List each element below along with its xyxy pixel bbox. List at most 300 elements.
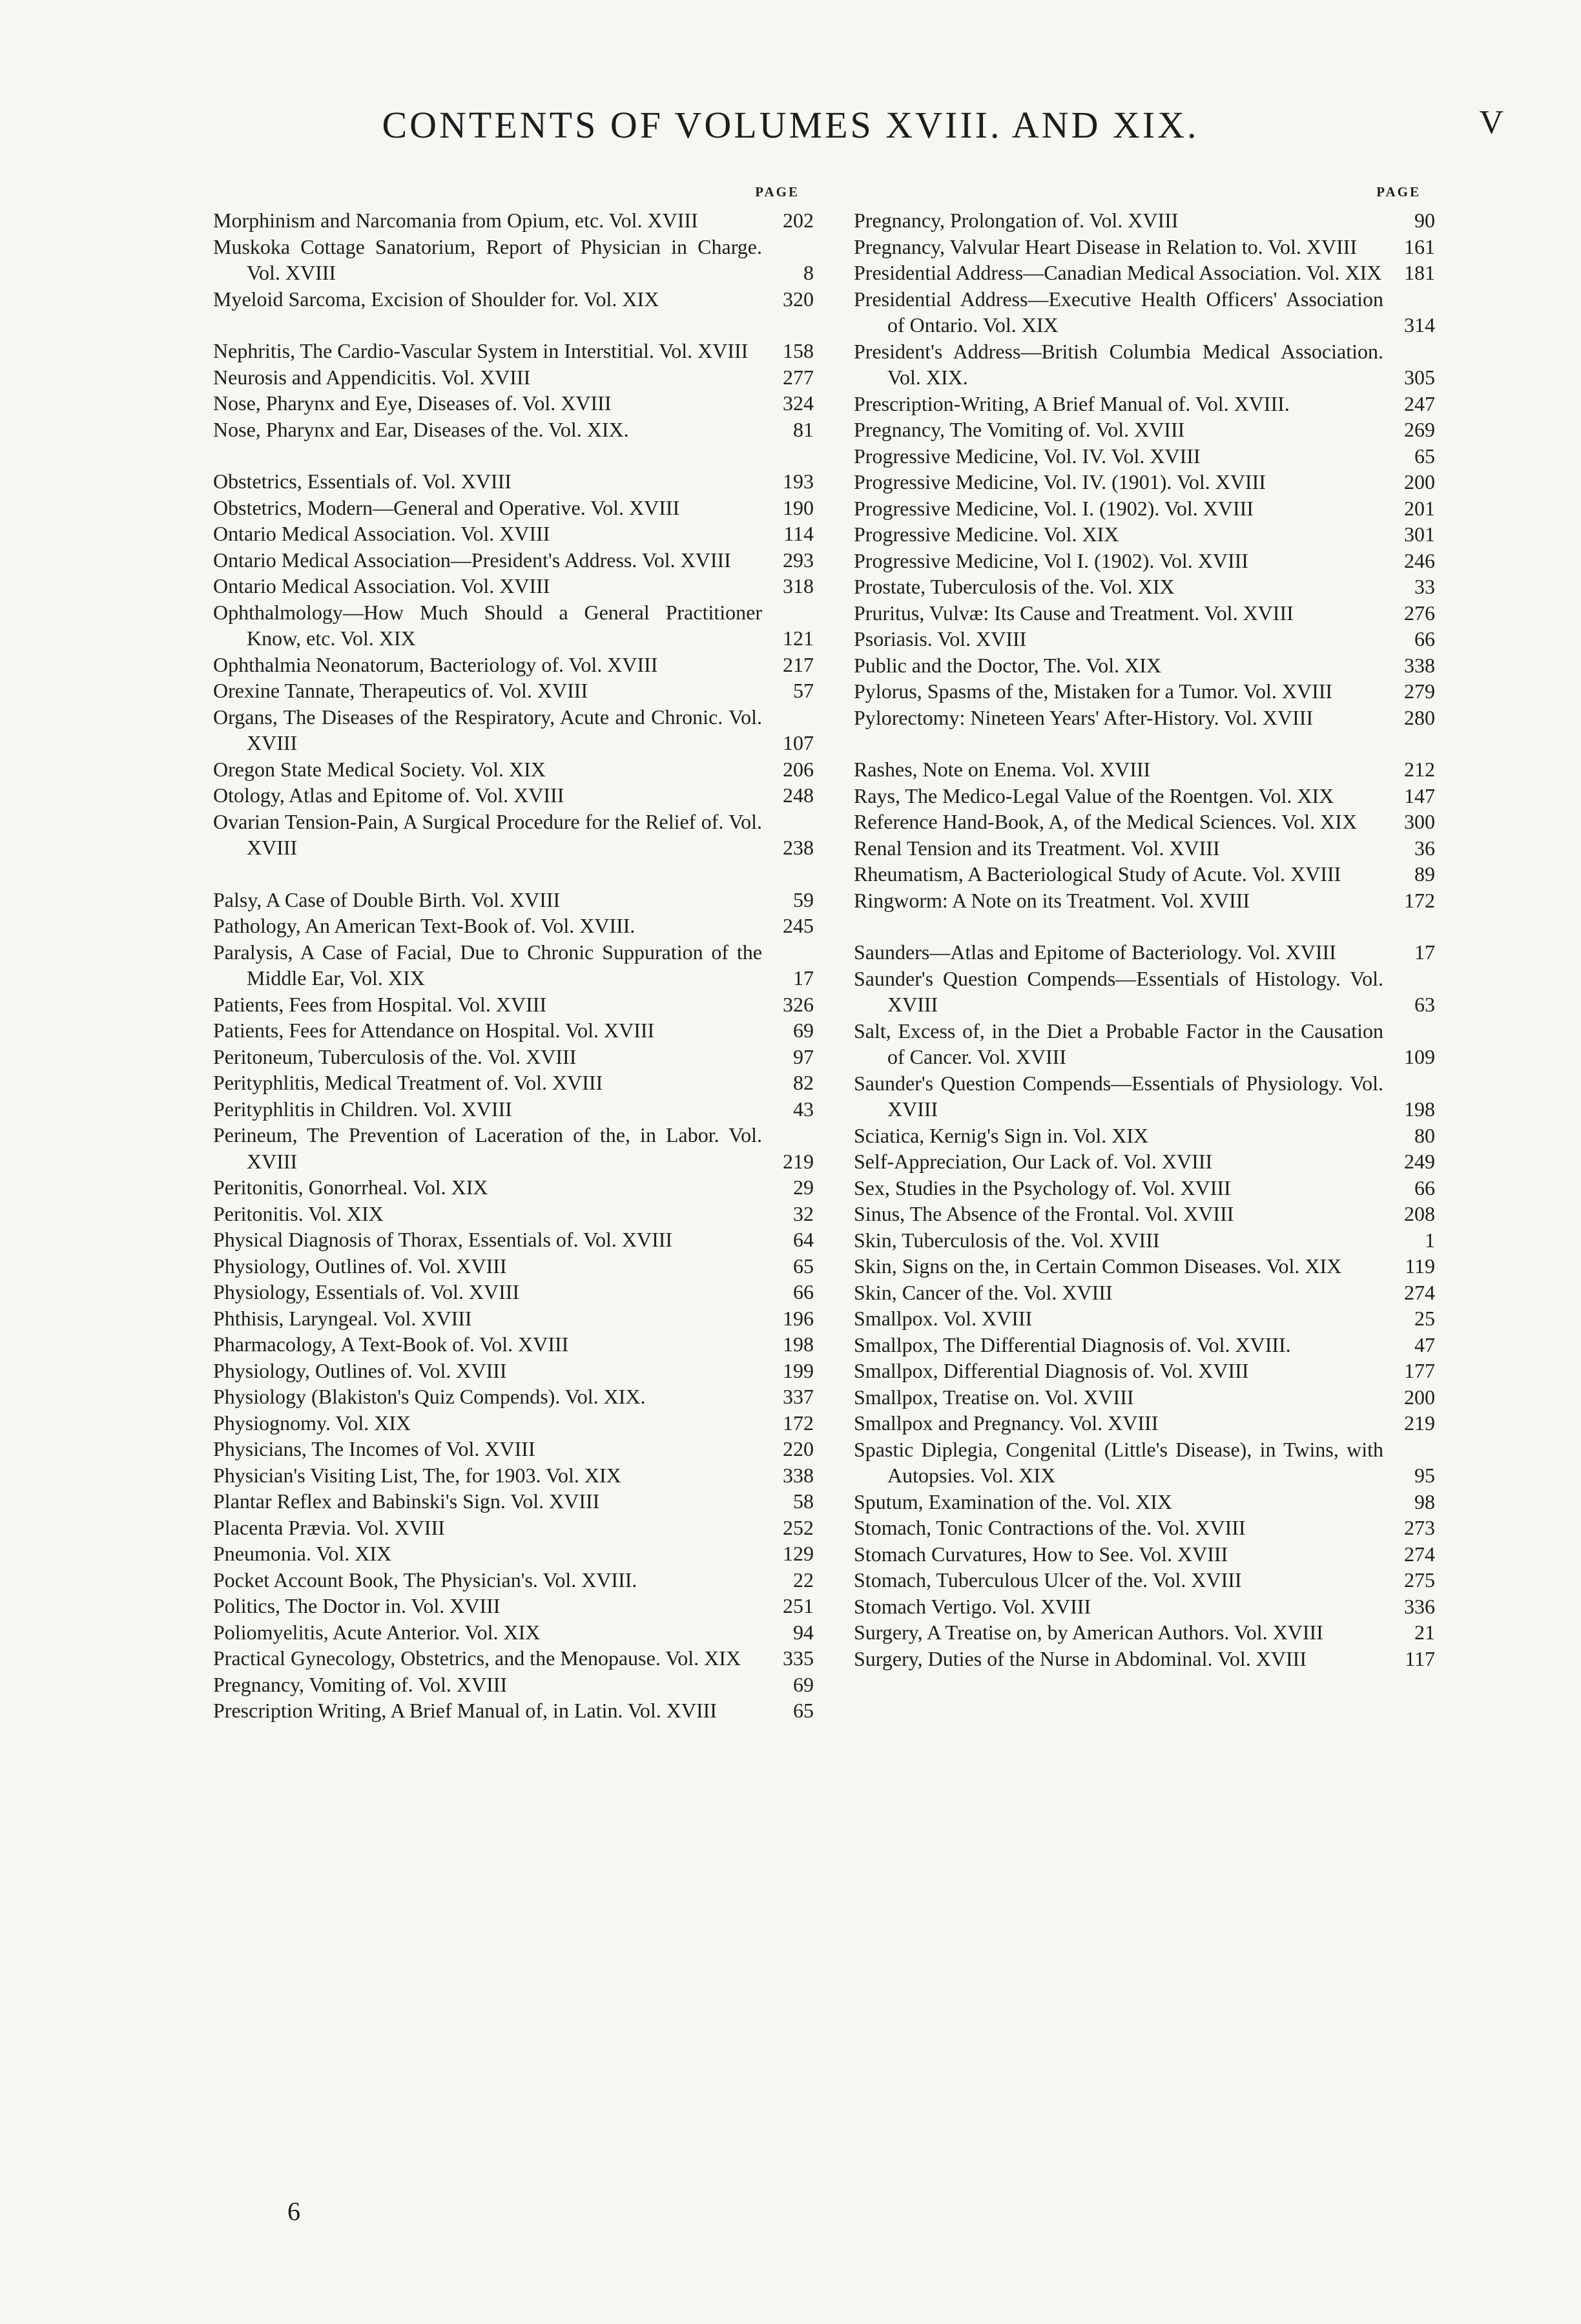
entry-page-number: 129: [783, 1542, 814, 1565]
entry-title: Ontario Medical Association. Vol. XVIII: [213, 522, 550, 545]
entry-page-number: 82: [793, 1071, 814, 1094]
index-entry: [854, 1175, 1435, 1201]
index-entry: [213, 1096, 814, 1123]
index-entry: [854, 391, 1435, 417]
entry-title: Peritonitis. Vol. XIX: [213, 1201, 384, 1225]
entry-page-number: 217: [783, 652, 814, 676]
entry-title: Pregnancy, Valvular Heart Disease in Relation to. Vol. XVIII: [854, 234, 1358, 258]
entry-title: Rashes, Note on Enema. Vol. XVIII: [854, 758, 1151, 781]
entry-page-number: 33: [1414, 575, 1435, 598]
entry-title: Myeloid Sarcoma, Excision of Shoulder for. Vol. XIX: [213, 287, 659, 311]
entry-title: Saunder's Question Compends—Essentials of Physiology. Vol. XVIII: [854, 1071, 1383, 1121]
entry-title: Sex, Studies in the Psychology of. Vol. XVIII: [854, 1176, 1231, 1199]
entry-page-number: 305: [1404, 366, 1435, 389]
entry-title: Pharmacology, A Text-Book of. Vol. XVIII: [213, 1333, 569, 1356]
index-entry: [213, 1488, 814, 1515]
entry-page-number: 198: [1404, 1097, 1435, 1121]
entry-title: Spastic Diplegia, Congenital (Little's Disease), in Twins, with Autopsies. Vol. XIX: [854, 1437, 1383, 1487]
entry-title: Nose, Pharynx and Eye, Diseases of. Vol. XVIII: [213, 391, 612, 415]
index-entry: [213, 1017, 814, 1044]
entry-title: Sinus, The Absence of the Frontal. Vol. XVIII: [854, 1202, 1234, 1225]
entry-page-number: 66: [1414, 1176, 1435, 1199]
entry-title: Rheumatism, A Bacteriological Study of Acute. Vol. XVIII: [854, 862, 1341, 886]
entry-title: Perityphlitis in Children. Vol. XVIII: [213, 1097, 512, 1121]
entry-page-number: 95: [1414, 1464, 1435, 1487]
index-entry: [854, 1358, 1435, 1384]
entry-title: Pathology, An American Text-Book of. Vol. XVIII.: [213, 914, 636, 937]
entry-title: Ontario Medical Association—President's Address. Vol. XVIII: [213, 548, 731, 572]
entry-page-number: 80: [1414, 1123, 1435, 1147]
entry-page-number: 21: [1414, 1621, 1435, 1644]
entry-title: Pylorectomy: Nineteen Years' After-History. Vol. XVIII: [854, 705, 1314, 729]
entry-page-number: 200: [1404, 1385, 1435, 1409]
index-entry: [213, 991, 814, 1018]
entry-page-number: 201: [1404, 496, 1435, 520]
entry-page-number: 280: [1404, 705, 1435, 729]
index-entry: [854, 1070, 1435, 1123]
entry-title: Progressive Medicine, Vol. I. (1902). Vol. XVIII: [854, 496, 1254, 520]
page-title: CONTENTS OF VOLUMES XVIII. AND XIX.: [382, 104, 1199, 146]
entry-page-number: 190: [783, 495, 814, 519]
entry-page-number: 301: [1404, 523, 1435, 546]
index-entry: [213, 599, 814, 652]
entry-title: Prostate, Tuberculosis of the. Vol. XIX: [854, 575, 1175, 598]
entry-title: Physician's Visiting List, The, for 1903. Vol. XIX: [213, 1463, 621, 1487]
index-entry: [854, 1646, 1435, 1672]
entry-page-number: 65: [793, 1699, 814, 1722]
entry-title: Progressive Medicine, Vol. IV. Vol. XVIII: [854, 444, 1201, 468]
entry-title: Obstetrics, Essentials of. Vol. XVIII: [213, 470, 512, 493]
entry-title: Practical Gynecology, Obstetrics, and the Menopause. Vol. XIX: [213, 1646, 741, 1670]
entry-title: Psoriasis. Vol. XVIII: [854, 627, 1027, 650]
index-entry: [213, 678, 814, 704]
index-entry: [213, 1436, 814, 1462]
right-column: [854, 184, 1435, 1672]
index-entry: [213, 1201, 814, 1227]
index-entry: [213, 1122, 814, 1174]
index-entry: [854, 1541, 1435, 1568]
entry-title: Smallpox, The Differential Diagnosis of. Vol. XVIII.: [854, 1333, 1291, 1356]
entry-title: Saunders—Atlas and Epitome of Bacteriology. Vol. XVIII: [854, 940, 1336, 964]
entry-title: Physicians, The Incomes of Vol. XVIII: [213, 1437, 535, 1460]
index-entry: [213, 1619, 814, 1646]
index-entry: [854, 469, 1435, 495]
entry-title: Smallpox and Pregnancy. Vol. XVIII: [854, 1411, 1159, 1435]
index-entry: [213, 1044, 814, 1070]
section-gap: [854, 731, 1435, 756]
entry-page-number: 161: [1404, 234, 1435, 258]
entry-title: Prescription Writing, A Brief Manual of, in Latin. Vol. XVIII: [213, 1699, 717, 1722]
index-entry: [854, 1305, 1435, 1332]
section-gap: [213, 861, 814, 887]
entry-title: Perineum, The Prevention of Laceration of the, in Labor. Vol. XVIII: [213, 1123, 762, 1173]
index-entry: [854, 338, 1435, 391]
entry-page-number: 172: [783, 1411, 814, 1435]
entry-page-number: 324: [783, 391, 814, 415]
entry-page-number: 247: [1404, 391, 1435, 415]
entry-page-number: 251: [783, 1594, 814, 1617]
entry-title: Palsy, A Case of Double Birth. Vol. XVIII: [213, 887, 561, 911]
index-entry: [213, 1358, 814, 1384]
index-entry: [213, 547, 814, 574]
entry-page-number: 338: [783, 1463, 814, 1487]
entry-title: Smallpox. Vol. XVIII: [854, 1307, 1033, 1330]
entry-page-number: 114: [783, 522, 814, 545]
index-entry: [854, 1018, 1435, 1070]
entry-page-number: 273: [1404, 1516, 1435, 1539]
entry-title: Physiology (Blakiston's Quiz Compends). Vol. XIX.: [213, 1385, 646, 1408]
index-entry: [213, 1227, 814, 1253]
section-gap: [854, 913, 1435, 939]
entry-page-number: 66: [793, 1280, 814, 1303]
index-entry: [854, 417, 1435, 443]
entry-page-number: 318: [783, 574, 814, 597]
entry-page-number: 212: [1404, 758, 1435, 781]
index-entry: [854, 443, 1435, 470]
index-entry: [854, 1253, 1435, 1280]
entry-title: Smallpox, Differential Diagnosis of. Vol. XVIII: [854, 1359, 1249, 1382]
index-entry: [213, 468, 814, 495]
entry-title: Stomach, Tuberculous Ulcer of the. Vol. XVIII: [854, 1568, 1242, 1592]
index-entry: [213, 390, 814, 417]
entry-page-number: 158: [783, 339, 814, 362]
entry-page-number: 89: [1414, 862, 1435, 886]
index-entry: [854, 286, 1435, 338]
entry-page-number: 117: [1405, 1646, 1435, 1670]
entry-page-number: 65: [793, 1254, 814, 1278]
index-entry: [854, 1123, 1435, 1149]
entry-title: Saunder's Question Compends—Essentials of Histology. Vol. XVIII: [854, 966, 1383, 1016]
index-entry: [854, 652, 1435, 679]
index-entry: [213, 913, 814, 939]
entry-title: Self-Appreciation, Our Lack of. Vol. XVIII: [854, 1150, 1213, 1173]
index-entry: [854, 1280, 1435, 1306]
entry-page-number: 248: [783, 783, 814, 807]
page-folio: V: [1479, 104, 1504, 141]
index-entry: [854, 1201, 1435, 1227]
entry-page-number: 337: [783, 1385, 814, 1408]
entry-page-number: 109: [1404, 1045, 1435, 1068]
entry-page-number: 121: [783, 627, 814, 650]
index-entry: [854, 1489, 1435, 1515]
entry-title: Smallpox, Treatise on. Vol. XVIII: [854, 1385, 1134, 1409]
index-entry: [213, 364, 814, 391]
entry-title: Progressive Medicine. Vol. XIX: [854, 523, 1119, 546]
entry-title: Orexine Tannate, Therapeutics of. Vol. XVIII: [213, 679, 588, 702]
entry-page-number: 69: [793, 1019, 814, 1042]
index-entry: [854, 521, 1435, 548]
index-entry: [213, 756, 814, 783]
entry-page-number: 336: [1404, 1594, 1435, 1618]
entry-page-number: 64: [793, 1228, 814, 1251]
entry-page-number: 269: [1404, 418, 1435, 441]
entry-title: Morphinism and Narcomania from Opium, etc. Vol. XVIII: [213, 209, 698, 232]
entry-page-number: 17: [1414, 940, 1435, 964]
entry-page-number: 98: [1414, 1489, 1435, 1513]
entry-page-number: 58: [793, 1489, 814, 1513]
index-entry: [213, 286, 814, 313]
index-entry: [854, 234, 1435, 260]
index-entry: [213, 495, 814, 521]
left-column: [213, 184, 814, 1724]
index-entry: [213, 1305, 814, 1332]
entry-title: Obstetrics, Modern—General and Operative. Vol. XVIII: [213, 495, 680, 519]
entry-page-number: 22: [793, 1568, 814, 1592]
entry-title: Nose, Pharynx and Ear, Diseases of the. Vol. XIX.: [213, 417, 629, 441]
entry-title: Peritoneum, Tuberculosis of the. Vol. XVIII: [213, 1044, 577, 1068]
entry-title: Skin, Signs on the, in Certain Common Diseases. Vol. XIX: [854, 1254, 1342, 1278]
entry-page-number: 249: [1404, 1150, 1435, 1173]
entry-title: Otology, Atlas and Epitome of. Vol. XVIII: [213, 783, 564, 807]
page-column-label: PAGE: [755, 184, 800, 200]
entry-title: Peritonitis, Gonorrheal. Vol. XIX: [213, 1176, 488, 1199]
index-entry: [854, 548, 1435, 574]
entry-page-number: 277: [783, 365, 814, 389]
entry-title: Sputum, Examination of the. Vol. XIX: [854, 1489, 1173, 1513]
entry-title: Reference Hand-Book, A, of the Medical Sciences. Vol. XIX: [854, 810, 1358, 833]
index-entry: [213, 207, 814, 234]
index-entry: [854, 861, 1435, 887]
index-entry: [213, 809, 814, 861]
entry-title: Pregnancy, The Vomiting of. Vol. XVIII: [854, 418, 1185, 441]
entry-page-number: 275: [1404, 1568, 1435, 1592]
entry-page-number: 69: [793, 1672, 814, 1696]
entry-title: Paralysis, A Case of Facial, Due to Chronic Suppuration of the Middle Ear, Vol. XIX: [213, 940, 762, 990]
index-entry: [213, 887, 814, 913]
index-entry: [854, 260, 1435, 286]
entry-page-number: 335: [783, 1646, 814, 1670]
index-entry: [213, 1697, 814, 1724]
index-entry: [213, 704, 814, 756]
entry-page-number: 57: [793, 679, 814, 702]
index-entry: [854, 809, 1435, 835]
index-entry: [213, 1515, 814, 1541]
entry-title: Ringworm: A Note on its Treatment. Vol. XVIII: [854, 888, 1250, 912]
entry-page-number: 238: [783, 836, 814, 859]
index-entry: [854, 678, 1435, 705]
index-entry: [854, 1384, 1435, 1411]
entry-title: Rays, The Medico-Legal Value of the Roentgen. Vol. XIX: [854, 783, 1334, 807]
entry-title: Phthisis, Laryngeal. Vol. XVIII: [213, 1306, 472, 1330]
entry-title: Ovarian Tension-Pain, A Surgical Procedure for the Relief of. Vol. XVIII: [213, 809, 762, 859]
entry-page-number: 208: [1404, 1202, 1435, 1225]
entry-page-number: 119: [1405, 1254, 1435, 1278]
entry-page-number: 193: [783, 470, 814, 493]
index-entry: [854, 600, 1435, 627]
entry-title: Surgery, A Treatise on, by American Authors. Vol. XVIII: [854, 1621, 1323, 1644]
entry-title: Patients, Fees for Attendance on Hospital. Vol. XVIII: [213, 1019, 655, 1042]
entry-title: Pylorus, Spasms of the, Mistaken for a Tumor. Vol. XVIII: [854, 680, 1333, 703]
index-entry: [213, 1279, 814, 1305]
entry-page-number: 293: [783, 548, 814, 572]
index-entry: [854, 1593, 1435, 1620]
entry-title: Nephritis, The Cardio-Vascular System in Interstitial. Vol. XVIII: [213, 339, 749, 362]
index-entry: [213, 1462, 814, 1489]
index-entry: [854, 887, 1435, 914]
index-entry: [854, 756, 1435, 783]
index-entry: [213, 1253, 814, 1280]
footer-signature-number: 6: [287, 2197, 300, 2226]
entry-page-number: 196: [783, 1306, 814, 1330]
entry-title: Neurosis and Appendicitis. Vol. XVIII: [213, 365, 531, 389]
index-entry: [854, 966, 1435, 1018]
entry-title: Perityphlitis, Medical Treatment of. Vol. XVIII: [213, 1071, 603, 1094]
index-entry: [213, 1410, 814, 1437]
index-entry: [213, 1672, 814, 1698]
entry-page-number: 25: [1414, 1307, 1435, 1330]
entry-title: Ophthalmia Neonatorum, Bacteriology of. Vol. XVIII: [213, 652, 658, 676]
index-entry: [213, 417, 814, 443]
entry-page-number: 246: [1404, 548, 1435, 572]
entry-page-number: 147: [1404, 783, 1435, 807]
page-header: [0, 103, 1581, 155]
entry-title: Prescription-Writing, A Brief Manual of. Vol. XVIII.: [854, 391, 1290, 415]
entry-page-number: 65: [1414, 444, 1435, 468]
index-entry: [854, 1567, 1435, 1593]
entry-page-number: 220: [783, 1437, 814, 1460]
entry-title: Pruritus, Vulvæ: Its Cause and Treatment. Vol. XVIII: [854, 601, 1294, 625]
entry-page-number: 219: [783, 1149, 814, 1173]
entry-title: Placenta Prævia. Vol. XVIII: [213, 1515, 445, 1539]
index-entry: [213, 1384, 814, 1410]
entry-title: Poliomyelitis, Acute Anterior. Vol. XIX: [213, 1620, 541, 1644]
entry-title: Salt, Excess of, in the Diet a Probable Factor in the Causation of Cancer. Vol. XVIII: [854, 1019, 1383, 1068]
entry-title: Pregnancy, Prolongation of. Vol. XVIII: [854, 209, 1179, 232]
entry-page-number: 199: [783, 1358, 814, 1382]
index-entry: [213, 1174, 814, 1201]
index-entry: [213, 338, 814, 364]
index-entry: [213, 234, 814, 286]
entry-page-number: 59: [793, 887, 814, 911]
index-entry: [854, 1515, 1435, 1541]
entry-title: Progressive Medicine, Vol. IV. (1901). Vol. XVIII: [854, 470, 1266, 493]
index-entry: [213, 939, 814, 991]
entry-title: Presidential Address—Canadian Medical Association. Vol. XIX: [854, 261, 1382, 284]
index-entry: [213, 1567, 814, 1593]
entry-title: Surgery, Duties of the Nurse in Abdominal. Vol. XVIII: [854, 1646, 1307, 1670]
entry-page-number: 200: [1404, 470, 1435, 493]
entry-page-number: 47: [1414, 1333, 1435, 1356]
entry-page-number: 29: [793, 1176, 814, 1199]
index-entry: [854, 1410, 1435, 1437]
entry-page-number: 300: [1404, 810, 1435, 833]
entry-page-number: 198: [783, 1333, 814, 1356]
entry-page-number: 43: [793, 1097, 814, 1121]
index-entry: [854, 835, 1435, 862]
index-entry: [854, 1619, 1435, 1646]
entry-page-number: 177: [1404, 1359, 1435, 1382]
entry-page-number: 274: [1404, 1542, 1435, 1566]
index-entry: [213, 521, 814, 547]
index-entry: [213, 573, 814, 599]
index-entry: [213, 1541, 814, 1567]
index-entry: [854, 626, 1435, 652]
entry-page-number: 172: [1404, 888, 1435, 912]
entry-page-number: 17: [793, 966, 814, 990]
entry-title: Politics, The Doctor in. Vol. XVIII: [213, 1594, 501, 1617]
index-entry: [213, 1070, 814, 1096]
index-entry: [213, 1645, 814, 1672]
entry-title: Pocket Account Book, The Physician's. Vol. XVIII.: [213, 1568, 637, 1592]
entry-page-number: 81: [793, 417, 814, 441]
entry-page-number: 202: [783, 209, 814, 232]
entry-page-number: 338: [1404, 653, 1435, 677]
entry-title: Progressive Medicine, Vol I. (1902). Vol. XVIII: [854, 548, 1248, 572]
index-entry: [854, 495, 1435, 522]
entry-title: Stomach Vertigo. Vol. XVIII: [854, 1594, 1091, 1618]
index-entry: [213, 1331, 814, 1358]
entry-page-number: 107: [783, 731, 814, 754]
index-entry: [854, 783, 1435, 809]
entry-page-number: 320: [783, 287, 814, 311]
entry-title: Presidential Address—Executive Health Officers' Association of Ontario. Vol. XIX: [854, 287, 1383, 337]
entry-title: President's Address—British Columbia Medical Association. Vol. XIX.: [854, 339, 1383, 389]
entry-title: Physical Diagnosis of Thorax, Essentials of. Vol. XVIII: [213, 1228, 673, 1251]
entry-page-number: 97: [793, 1044, 814, 1068]
entry-title: Pregnancy, Vomiting of. Vol. XVIII: [213, 1672, 508, 1696]
entry-page-number: 326: [783, 992, 814, 1016]
entry-title: Physiognomy. Vol. XIX: [213, 1411, 411, 1435]
section-gap: [213, 442, 814, 468]
section-gap: [213, 312, 814, 338]
entry-title: Sciatica, Kernig's Sign in. Vol. XIX: [854, 1123, 1149, 1147]
entry-page-number: 219: [1404, 1411, 1435, 1435]
entry-title: Physiology, Outlines of. Vol. XVIII: [213, 1254, 507, 1278]
index-list: [213, 207, 814, 1724]
index-entry: [854, 939, 1435, 966]
entry-title: Renal Tension and its Treatment. Vol. XVIII: [854, 836, 1220, 860]
entry-title: Plantar Reflex and Babinski's Sign. Vol. XVIII: [213, 1489, 600, 1513]
entry-page-number: 181: [1404, 261, 1435, 284]
entry-title: Stomach Curvatures, How to See. Vol. XVIII: [854, 1542, 1228, 1566]
entry-page-number: 206: [783, 757, 814, 781]
index-entry: [213, 652, 814, 678]
index-entry: [213, 782, 814, 809]
entry-title: Oregon State Medical Society. Vol. XIX: [213, 757, 546, 781]
entry-title: Physiology, Essentials of. Vol. XVIII: [213, 1280, 520, 1303]
entry-title: Ophthalmology—How Much Should a General Practitioner Know, etc. Vol. XIX: [213, 600, 762, 650]
index-entry: [854, 207, 1435, 234]
entry-page-number: 252: [783, 1515, 814, 1539]
index-list: [854, 207, 1435, 1672]
entry-page-number: 94: [793, 1620, 814, 1644]
entry-page-number: 276: [1404, 601, 1435, 625]
index-entry: [854, 1227, 1435, 1254]
entry-page-number: 36: [1414, 836, 1435, 860]
entry-page-number: 279: [1404, 680, 1435, 703]
entry-page-number: 32: [793, 1201, 814, 1225]
index-entry: [213, 1593, 814, 1619]
entry-page-number: 63: [1414, 993, 1435, 1016]
entry-page-number: 1: [1425, 1228, 1435, 1252]
entry-title: Organs, The Diseases of the Respiratory, Acute and Chronic. Vol. XVIII: [213, 705, 762, 754]
entry-page-number: 274: [1404, 1280, 1435, 1304]
entry-page-number: 90: [1414, 209, 1435, 232]
entry-title: Ontario Medical Association. Vol. XVIII: [213, 574, 550, 597]
entry-title: Patients, Fees from Hospital. Vol. XVIII: [213, 992, 547, 1016]
entry-page-number: 245: [783, 914, 814, 937]
entry-page-number: 8: [803, 261, 814, 284]
entry-title: Skin, Cancer of the. Vol. XVIII: [854, 1280, 1113, 1304]
index-entry: [854, 574, 1435, 600]
index-entry: [854, 1148, 1435, 1175]
entry-title: Public and the Doctor, The. Vol. XIX: [854, 653, 1161, 677]
index-entry: [854, 705, 1435, 731]
index-entry: [854, 1437, 1435, 1489]
entry-title: Muskoka Cottage Sanatorium, Report of Physician in Charge. Vol. XVIII: [213, 234, 762, 284]
entry-page-number: 66: [1414, 627, 1435, 650]
entry-title: Stomach, Tonic Contractions of the. Vol. XVIII: [854, 1516, 1246, 1539]
